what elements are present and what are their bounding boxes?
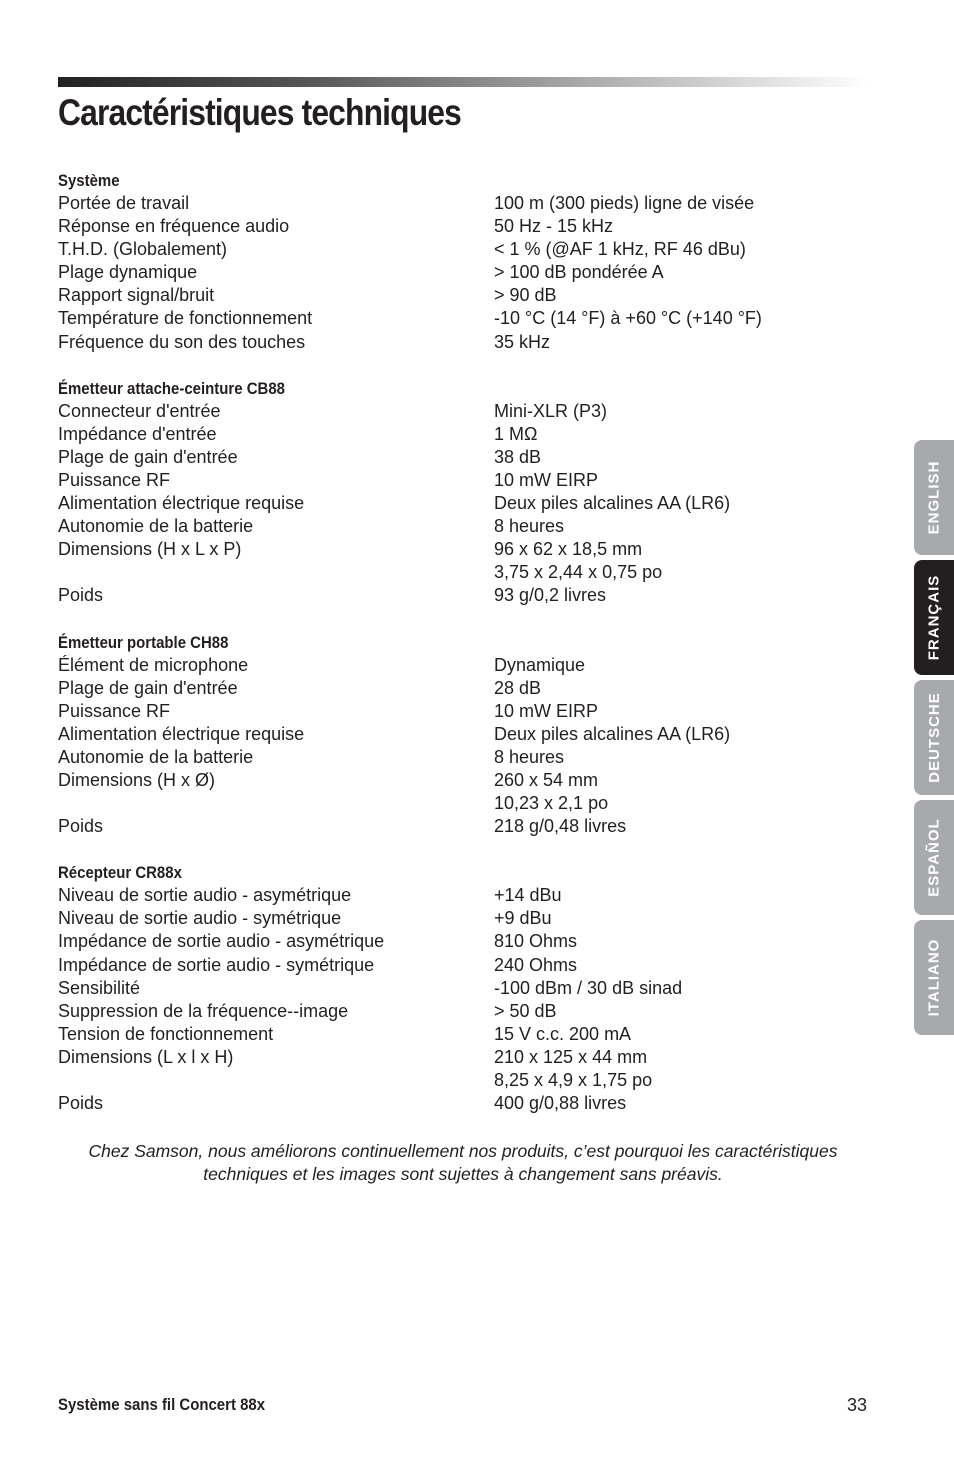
spec-value: 1 MΩ <box>494 423 538 444</box>
disclaimer-line: techniques et les images sont sujettes à changement sans préavis. <box>203 1164 723 1184</box>
language-tab-label: ENGLISH <box>925 460 943 535</box>
spec-label: Température de fonctionnement <box>58 308 313 329</box>
spec-value: 50 Hz - 15 kHz <box>494 216 614 237</box>
spec-row <box>58 515 858 538</box>
spec-label: Niveau de sortie audio - asymétrique <box>58 885 352 906</box>
spec-value: > 100 dB pondérée A <box>494 262 664 283</box>
spec-value: +9 dBu <box>494 908 552 929</box>
spec-label: Élément de microphone <box>58 654 249 675</box>
spec-value: 15 V c.c. 200 mA <box>494 1023 632 1044</box>
spec-row <box>58 1069 858 1092</box>
spec-row <box>58 700 858 723</box>
spec-label: Alimentation électrique requise <box>58 493 305 514</box>
spec-value: Mini-XLR (P3) <box>494 400 608 421</box>
spec-value: 210 x 125 x 44 mm <box>494 1046 648 1067</box>
spec-label: Impédance de sortie audio - symétrique <box>58 954 375 975</box>
spec-value: Deux piles alcalines AA (LR6) <box>494 723 731 744</box>
spec-row <box>58 331 858 354</box>
section-heading: Système <box>58 171 120 190</box>
spec-value: 260 x 54 mm <box>494 769 599 790</box>
spec-row <box>58 954 858 977</box>
spec-row <box>58 792 858 815</box>
language-tab-3[interactable] <box>914 680 954 795</box>
spec-row <box>58 654 858 677</box>
spec-label: Réponse en fréquence audio <box>58 216 290 237</box>
header-gradient-rule <box>58 77 868 87</box>
spec-value: 38 dB <box>494 446 542 467</box>
spec-value: 218 g/0,48 livres <box>494 816 627 837</box>
spec-value: 35 kHz <box>494 331 551 352</box>
disclaimer-line: Chez Samson, nous améliorons continuellement nos produits, c’est pourquoi les caractéristiques <box>88 1141 838 1161</box>
spec-label: Poids <box>58 1093 104 1114</box>
spec-value: 10 mW EIRP <box>494 469 599 490</box>
spec-label: Suppression de la fréquence--image <box>58 1000 349 1021</box>
spec-label: Dimensions (H x L x P) <box>58 539 242 560</box>
language-tab-1[interactable] <box>914 440 954 555</box>
spec-value: +14 dBu <box>494 885 562 906</box>
spec-label: Puissance RF <box>58 469 171 490</box>
spec-row <box>58 930 858 953</box>
spec-row <box>58 492 858 515</box>
spec-label: Autonomie de la batterie <box>58 516 254 537</box>
spec-value: > 50 dB <box>494 1000 557 1021</box>
language-tab-5[interactable] <box>914 920 954 1035</box>
spec-row <box>58 1023 858 1046</box>
spec-value: 96 x 62 x 18,5 mm <box>494 539 643 560</box>
spec-value: 3,75 x 2,44 x 0,75 po <box>494 562 663 583</box>
spec-row <box>58 677 858 700</box>
spec-value: 400 g/0,88 livres <box>494 1093 627 1114</box>
spec-label: Poids <box>58 816 104 837</box>
language-tab-2[interactable] <box>914 560 954 675</box>
spec-section <box>58 631 858 839</box>
spec-value: 8,25 x 4,9 x 1,75 po <box>494 1070 653 1090</box>
language-tab-4[interactable] <box>914 800 954 915</box>
spec-label: Dimensions (H x Ø) <box>58 769 216 790</box>
spec-value: 28 dB <box>494 677 542 698</box>
spec-row <box>58 907 858 930</box>
spec-row <box>58 561 858 584</box>
spec-section <box>58 377 858 608</box>
spec-value: -10 °C (14 °F) à +60 °C (+140 °F) <box>494 308 762 329</box>
spec-row <box>58 884 858 907</box>
spec-row <box>58 192 858 215</box>
spec-row <box>58 1000 858 1023</box>
spec-label: Rapport signal/bruit <box>58 285 215 306</box>
spec-row <box>58 238 858 261</box>
spec-label: Plage de gain d'entrée <box>58 677 238 698</box>
spec-label <box>58 561 494 584</box>
spec-row <box>58 423 858 446</box>
footer-product-title: Système sans fil Concert 88x <box>58 1395 266 1414</box>
spec-value: 8 heures <box>494 516 565 537</box>
spec-label: Impédance d'entrée <box>58 423 217 444</box>
spec-value: 10 mW EIRP <box>494 700 599 721</box>
spec-label: Autonomie de la batterie <box>58 746 254 767</box>
disclaimer-note <box>58 1140 868 1186</box>
spec-value: 810 Ohms <box>494 931 578 952</box>
language-tab-label: FRANÇAIS <box>925 574 943 661</box>
spec-value: -100 dBm / 30 dB sinad <box>494 977 683 998</box>
spec-section <box>58 861 858 1115</box>
spec-row <box>58 446 858 469</box>
language-tab-label: ESPAÑOL <box>925 818 943 897</box>
page-number: 33 <box>846 1395 867 1415</box>
spec-label: Plage de gain d'entrée <box>58 446 238 467</box>
spec-value: 93 g/0,2 livres <box>494 585 607 606</box>
spec-label: T.H.D. (Globalement) <box>58 239 228 260</box>
spec-row <box>58 815 858 838</box>
spec-value: Dynamique <box>494 654 586 675</box>
spec-label: Dimensions (L x l x H) <box>58 1046 234 1067</box>
spec-value: 10,23 x 2,1 po <box>494 793 609 814</box>
spec-row <box>58 400 858 423</box>
section-heading: Émetteur attache-ceinture CB88 <box>58 378 285 398</box>
spec-row <box>58 284 858 307</box>
spec-label: Impédance de sortie audio - asymétrique <box>58 931 385 952</box>
spec-value: 100 m (300 pieds) ligne de visée <box>494 193 755 213</box>
spec-row <box>58 261 858 284</box>
spec-row <box>58 307 858 330</box>
spec-label: Plage dynamique <box>58 262 198 283</box>
spec-label: Tension de fonctionnement <box>58 1023 274 1044</box>
section-heading: Récepteur CR88x <box>58 863 182 883</box>
spec-row <box>58 746 858 769</box>
spec-value: Deux piles alcalines AA (LR6) <box>494 493 731 514</box>
spec-row <box>58 538 858 561</box>
spec-label <box>58 792 494 815</box>
spec-value: < 1 % (@AF 1 kHz, RF 46 dBu) <box>494 239 746 260</box>
spec-row <box>58 469 858 492</box>
spec-row <box>58 215 858 238</box>
spec-row <box>58 769 858 792</box>
page-title: Caractéristiques techniques <box>58 92 461 133</box>
spec-label: Sensibilité <box>58 977 141 998</box>
section-heading: Émetteur portable CH88 <box>58 632 229 652</box>
spec-row <box>58 584 858 607</box>
spec-label: Fréquence du son des touches <box>58 331 306 352</box>
language-tab-label: ITALIANO <box>925 938 943 1017</box>
spec-list <box>58 169 858 1138</box>
spec-label <box>58 1069 494 1092</box>
spec-section <box>58 169 858 354</box>
spec-row <box>58 1046 858 1069</box>
spec-value: 8 heures <box>494 746 565 767</box>
spec-label: Puissance RF <box>58 700 171 721</box>
spec-row <box>58 977 858 1000</box>
spec-label: Connecteur d'entrée <box>58 400 221 421</box>
spec-value: > 90 dB <box>494 285 557 306</box>
spec-label: Alimentation électrique requise <box>58 723 305 744</box>
spec-label: Poids <box>58 585 104 606</box>
spec-row <box>58 723 858 746</box>
spec-row <box>58 1092 858 1115</box>
language-tab-label: DEUTSCHE <box>925 692 943 783</box>
spec-label: Portée de travail <box>58 193 190 213</box>
spec-value: 240 Ohms <box>494 954 578 975</box>
spec-label: Niveau de sortie audio - symétrique <box>58 908 342 929</box>
